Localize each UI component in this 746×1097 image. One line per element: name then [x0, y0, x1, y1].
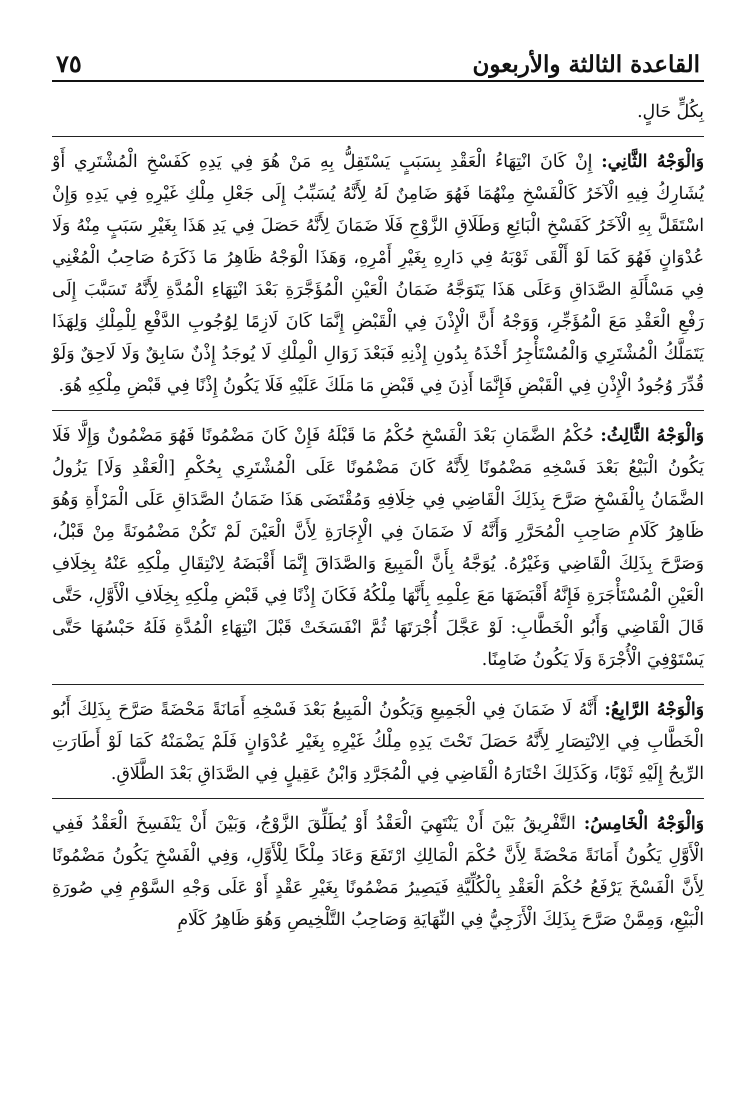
paragraph-text: أَنَّهُ لَا ضَمَانَ فِي الْجَمِيعِ وَيَكُونُ الْمَبِيعُ بَعْدَ فَسْخِهِ أَمَانَةً مَحْضَةً صَرَّحَ بِذَلِكَ أَبُو الْخَطَّابِ فِي الِانْتِصَارِ لِأَنَّهُ حَصَلَ تَحْتَ يَدِهِ مِلْكُ غَيْرِهِ بِغَيْرِ عُدْوَانٍ فَلَمْ يَضْمَنْهُ كَمَا لَوْ أَطَارَتِ الرِّيحُ إِلَيْهِ ثَوْبًا، وَكَذَلِكَ اخْتَارَهُ الْقَاضِي فِي الْمُجَرَّدِ وَابْنُ عَقِيلٍ فِي الصَّدَاقِ بَعْدَ الطَّلَاقِ.: [52, 700, 704, 784]
section-divider: [52, 410, 704, 411]
paragraph-heading: وَالْوَجْهُ الثَّانِي:: [601, 152, 704, 172]
page-number: ٧٥: [56, 49, 82, 78]
paragraph-second-aspect: [52, 146, 704, 402]
paragraph-continuation: [52, 96, 704, 128]
section-divider: [52, 136, 704, 137]
paragraph-text: إِنْ كَانَ انْتِهَاءُ الْعَقْدِ بِسَبَبٍ يَسْتَقِلُّ بِهِ مَنْ هُوَ فِي يَدِهِ كَفَسْخِ الْمُشْتَرِي أَوْ يُشَارِكُ فِيهِ الْآخَرُ كَالْفَسْخِ مِنْهُمَا فَهُوَ ضَامِنٌ لَهُ لِأَنَّهُ يُسَبِّبُ إِلَى جَعْلِ مِلْكِ غَيْرِهِ فِي يَدِهِ وَإِنْ اسْتَقَلَّ بِهِ الْآخَرُ كَفَسْخِ الْبَائِعِ وَطَلَاقِ الزَّوْجِ فَلَا ضَمَانَ لِأَنَّهُ حَصَلَ فِي يَدِ هَذَا بِغَيْرِ سَبَبٍ مِنْهُ وَلَا عُدْوَانٍ فَهُوَ كَمَا لَوْ أَلْقَى ثَوْبَهُ فِي دَارِهِ بِغَيْرِ أَمْرِهِ، وَهَذَا الْوَجْهُ ظَاهِرُ مَا ذَكَرَهُ صَاحِبُ الْمُغْنِي فِي مَسْأَلَةِ الصَّدَاقِ وَعَلَى هَذَا يَتَوَجَّهُ ضَمَانُ الْعَيْنِ الْمُؤَجَّرَةِ بَعْدَ انْتِهَاءِ الْمُدَّةِ لِأَنَّهُ تَسَبَّبَ إِلَى رَفْعِ الْعَقْدِ مَعَ الْمُؤَجِّرِ، وَوَجْهُ أَنَّ الْإِذْنَ فِي الْقَبْضِ إِنَّمَا كَانَ لَازِمًا لِوُجُوبِ الدَّفْعِ لِلْمِلْكِ وَلِهَذَا يَتَمَلَّكُ الْمُشْتَرِي وَالْمُسْتَأْجِرُ أَخْذَهُ بِدُونِ إِذْنِهِ فَبَعْدَ زَوَالِ الْمِلْكِ لَا يُوجَدُ إِذْنٌ سَابِقٌ وَلَا لَاحِقٌ وَلَوْ قُدِّرَ وُجُودُ الْإِذْنِ فِي الْقَبْضِ فَإِنَّمَا أَذِنَ فِي قَبْضِ مَا مَلَكَ عَلَيْهِ فَلَا يَكُونُ إِذْنًا فِي قَبْضِ مِلْكِهِ هُوَ.: [52, 152, 704, 396]
page-header: [52, 36, 704, 82]
paragraph-text: حُكْمُ الضَّمَانِ بَعْدَ الْفَسْخِ حُكْمُ مَا قَبْلَهُ فَإِنْ كَانَ مَضْمُونًا فَهُوَ مَضْمُونٌ وَإِلَّا فَلَا يَكُونُ الْبَيْعُ بَعْدَ فَسْخِهِ مَضْمُونًا لِأَنَّهُ كَانَ مَضْمُونًا عَلَى الْمُشْتَرِي بِحُكْمِ [الْعَقْدِ وَلَا] يَزُولُ الضَّمَانُ بِالْفَسْخِ صَرَّحَ بِذَلِكَ الْقَاضِي فِي خِلَافِهِ وَمُقْتَضَى هَذَا ضَمَانُ الصَّدَاقِ عَلَى الْمَرْأَةِ وَهُوَ ظَاهِرُ كَلَامِ صَاحِبِ الْمُحَرَّرِ وَأَنَّهُ لَا ضَمَانَ فِي الْإِجَارَةِ لِأَنَّ الْعَيْنَ لَمْ تَكُنْ مَضْمُونَةً مِنْ قَبْلُ، وَصَرَّحَ بِذَلِكَ الْقَاضِي وَغَيْرُهُ. يُوَجَّهُ بِأَنَّ الْمَبِيعَ وَالصَّدَاقَ إِنَّمَا أَقْبَضَهُ لِانْتِقَالِ مِلْكِهِ عَنْهُ بِخِلَافِ الْعَيْنِ الْمُسْتَأْجَرَةِ فَإِنَّهُ أَقْبَضَهَا مَعَ عِلْمِهِ بِأَنَّهَا مِلْكُهُ فَكَانَ إِذْنًا فِي قَبْضِ مِلْكِهِ بِخِلَافِ الْأَوَّلِ، حَتَّى قَالَ الْقَاضِي وَأَبُو الْخَطَّابِ: لَوْ عَجَّلَ أُجْرَتَهَا ثُمَّ انْفَسَخَتْ قَبْلَ انْتِهَاءِ الْمُدَّةِ فَلَهُ حَبْسُهَا حَتَّى يَسْتَوْفِيَ الْأُجْرَةَ وَلَا يَكُونُ ضَامِنًا.: [52, 426, 704, 670]
paragraph-heading: وَالْوَجْهُ الْخَامِسُ:: [583, 814, 704, 834]
page-body: [52, 96, 704, 936]
paragraph-heading: وَالْوَجْهُ الرَّابِعُ:: [604, 700, 705, 720]
running-head: القاعدة الثالثة والأربعون: [472, 51, 700, 78]
section-divider: [52, 798, 704, 799]
paragraph-fourth-aspect: [52, 694, 704, 790]
paragraph-text: بِكُلٍّ حَالٍ.: [637, 102, 704, 122]
paragraph-fifth-aspect: [52, 808, 704, 936]
paragraph-third-aspect: [52, 420, 704, 676]
paragraph-heading: وَالْوَجْهُ الثَّالِثُ:: [600, 426, 704, 446]
paragraph-text: التَّفْرِيقُ بَيْنَ أَنْ يَنْتَهِيَ الْعَقْدُ أَوْ يُطَلِّقَ الزَّوْجُ، وَبَيْنَ أَنْ يَنْفَسِخَ الْعَقْدُ فَفِي الْأَوَّلِ يَكُونُ أَمَانَةً مَحْضَةً لِأَنَّ حُكْمَ الْمَالِكِ ارْتَفَعَ وَعَادَ مِلْكًا لِلْأَوَّلِ، وَفِي الْفَسْخِ يَكُونُ مَضْمُونًا لِأَنَّ الْفَسْخَ يَرْفَعُ حُكْمَ الْعَقْدِ بِالْكُلِّيَّةِ فَيَصِيرُ مَضْمُونًا بِغَيْرِ عَقْدٍ أَوْ عَلَى وَجْهِ السَّوْمِ فِي صُورَةِ الْبَيْعِ، وَمِمَّنْ صَرَّحَ بِذَلِكَ الْأَزَجِيُّ فِي النِّهَايَةِ وَصَاحِبُ التَّلْخِيصِ وَهُوَ ظَاهِرُ كَلَامِ: [52, 814, 704, 930]
section-divider: [52, 684, 704, 685]
